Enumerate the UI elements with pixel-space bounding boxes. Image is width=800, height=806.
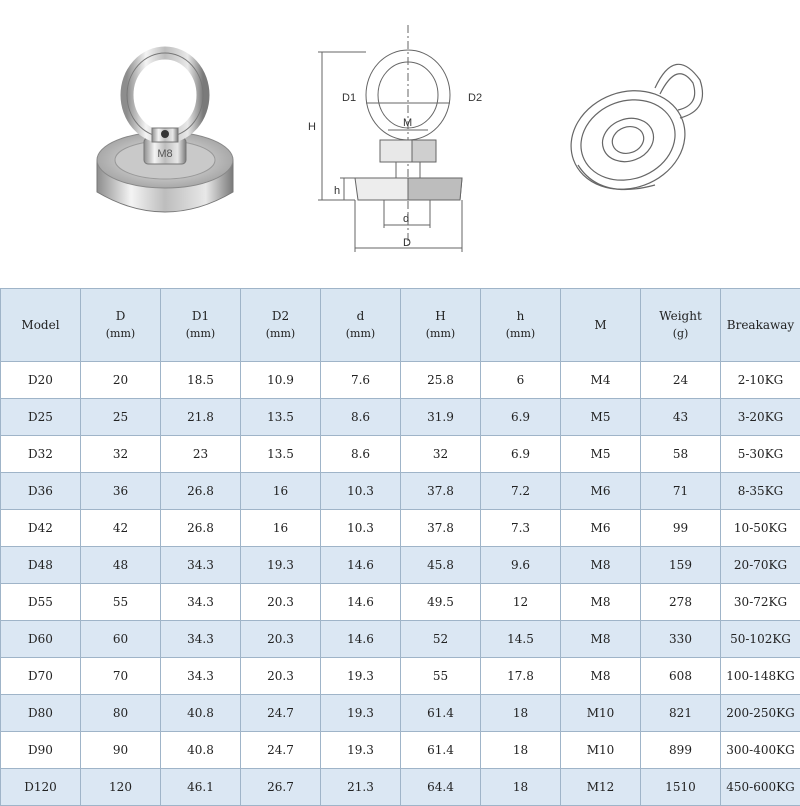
photo-size-label: M8 [157,148,172,160]
column-header-label: M [561,317,640,334]
table-cell: 200-250KG [721,695,800,732]
column-header-unit: (mm) [81,325,160,342]
isometric-drawing [560,0,730,200]
table-cell: 24 [641,362,721,399]
table-cell: 9.6 [481,547,561,584]
table-cell: 55 [81,584,161,621]
table-cell: D42 [1,510,81,547]
table-cell: D32 [1,436,81,473]
table-cell: 45.8 [401,547,481,584]
table-cell: 821 [641,695,721,732]
table-cell: 70 [81,658,161,695]
table-cell: 25.8 [401,362,481,399]
table-cell: 13.5 [241,436,321,473]
column-header-weight [641,289,721,362]
table-cell: 6.9 [481,436,561,473]
table-cell: 18.5 [161,362,241,399]
table-cell: D70 [1,658,81,695]
table-cell: M10 [561,695,641,732]
table-cell: 14.5 [481,621,561,658]
table-cell: M8 [561,658,641,695]
table-header-row [1,289,800,362]
table-cell: D36 [1,473,81,510]
table-cell: 159 [641,547,721,584]
label-m: M [403,117,412,129]
table-cell: 330 [641,621,721,658]
table-cell: 40.8 [161,732,241,769]
table-cell: 34.3 [161,584,241,621]
column-header-label: d [321,308,400,325]
column-header-unit: (mm) [241,325,320,342]
table-row [1,658,800,695]
column-header-unit: (g) [641,325,720,342]
table-cell: 12 [481,584,561,621]
table-cell: 17.8 [481,658,561,695]
label-h-small: h [334,185,340,197]
table-cell: 20-70KG [721,547,800,584]
table-cell: D25 [1,399,81,436]
table-cell: M8 [561,547,641,584]
table-cell: 49.5 [401,584,481,621]
table-cell: 99 [641,510,721,547]
table-cell: 8-35KG [721,473,800,510]
table-cell: 26.8 [161,473,241,510]
table-cell: 10.3 [321,510,401,547]
table-cell: 19.3 [241,547,321,584]
table-cell: 64.4 [401,769,481,806]
table-cell: 14.6 [321,621,401,658]
table-cell: 10.3 [321,473,401,510]
spec-table [0,288,800,806]
column-header-d1 [161,289,241,362]
table-row [1,584,800,621]
table-row [1,621,800,658]
table-cell: 8.6 [321,399,401,436]
table-cell: 1510 [641,769,721,806]
column-header-d [81,289,161,362]
label-h-total: H [308,121,316,133]
table-cell: 6 [481,362,561,399]
table-row [1,436,800,473]
column-header-model [1,289,81,362]
table-cell: 31.9 [401,399,481,436]
magnet-photo [80,0,250,240]
technical-drawing [300,0,510,270]
column-header-label: D1 [161,308,240,325]
table-cell: D48 [1,547,81,584]
table-cell: 43 [641,399,721,436]
table-cell: 14.6 [321,547,401,584]
column-header-h [481,289,561,362]
table-cell: 19.3 [321,732,401,769]
table-cell: M4 [561,362,641,399]
table-cell: 18 [481,732,561,769]
table-cell: 20 [81,362,161,399]
table-cell: 32 [401,436,481,473]
table-row [1,473,800,510]
column-header-label: D2 [241,308,320,325]
table-cell: D55 [1,584,81,621]
table-cell: 608 [641,658,721,695]
column-header-d2 [241,289,321,362]
column-header-label: h [481,308,560,325]
table-cell: 61.4 [401,732,481,769]
table-cell: 3-20KG [721,399,800,436]
table-cell: 2-10KG [721,362,800,399]
table-cell: 40.8 [161,695,241,732]
table-cell: 13.5 [241,399,321,436]
table-cell: 100-148KG [721,658,800,695]
table-cell: 24.7 [241,732,321,769]
table-cell: 52 [401,621,481,658]
table-cell: 32 [81,436,161,473]
table-cell: 20.3 [241,621,321,658]
table-cell: M12 [561,769,641,806]
table-cell: 46.1 [161,769,241,806]
table-cell: 6.9 [481,399,561,436]
table-cell: 16 [241,510,321,547]
table-cell: 7.6 [321,362,401,399]
table-row [1,362,800,399]
table-cell: M5 [561,399,641,436]
table-cell: 37.8 [401,510,481,547]
column-header-label: D [81,308,160,325]
table-cell: 30-72KG [721,584,800,621]
table-cell: 60 [81,621,161,658]
column-header-unit: (mm) [321,325,400,342]
table-cell: 34.3 [161,658,241,695]
table-cell: M6 [561,510,641,547]
table-cell: D120 [1,769,81,806]
table-cell: 18 [481,769,561,806]
table-cell: 80 [81,695,161,732]
column-header-label: Model [1,317,80,334]
table-cell: 34.3 [161,621,241,658]
table-row [1,510,800,547]
table-cell: 25 [81,399,161,436]
table-cell: 8.6 [321,436,401,473]
table-cell: M6 [561,473,641,510]
table-cell: 23 [161,436,241,473]
table-cell: 24.7 [241,695,321,732]
table-cell: 71 [641,473,721,510]
table-cell: 55 [401,658,481,695]
table-cell: 26.8 [161,510,241,547]
table-cell: 50-102KG [721,621,800,658]
table-cell: 61.4 [401,695,481,732]
table-cell: 300-400KG [721,732,800,769]
table-cell: 90 [81,732,161,769]
table-cell: 18 [481,695,561,732]
table-cell: 7.2 [481,473,561,510]
column-header-label: Weight [641,308,720,325]
table-cell: D60 [1,621,81,658]
table-cell: 10-50KG [721,510,800,547]
column-header-h [401,289,481,362]
column-header-unit: (mm) [401,325,480,342]
table-cell: D90 [1,732,81,769]
column-header-m [561,289,641,362]
table-cell: 34.3 [161,547,241,584]
table-cell: M8 [561,621,641,658]
table-cell: 16 [241,473,321,510]
table-cell: 48 [81,547,161,584]
table-cell: M8 [561,584,641,621]
column-header-unit: (mm) [161,325,240,342]
table-cell: 42 [81,510,161,547]
table-cell: M5 [561,436,641,473]
column-header-unit: (mm) [481,325,560,342]
table-cell: 21.8 [161,399,241,436]
label-d-big: D [403,237,411,249]
table-cell: 14.6 [321,584,401,621]
table-cell: 58 [641,436,721,473]
label-d2: D2 [468,92,482,104]
table-cell: 26.7 [241,769,321,806]
column-header-breakaway [721,289,800,362]
table-cell: 278 [641,584,721,621]
column-header-label: H [401,308,480,325]
table-row [1,695,800,732]
table-cell: 7.3 [481,510,561,547]
table-cell: 10.9 [241,362,321,399]
label-d-small: d [403,213,409,225]
table-cell: 20.3 [241,658,321,695]
table-cell: 450-600KG [721,769,800,806]
table-cell: 37.8 [401,473,481,510]
product-illustrations [0,0,800,288]
table-row [1,732,800,769]
label-d1: D1 [342,92,356,104]
table-cell: 20.3 [241,584,321,621]
table-cell: 36 [81,473,161,510]
column-header-d [321,289,401,362]
column-header-label: Breakaway [721,317,800,334]
table-cell: 19.3 [321,658,401,695]
table-row [1,399,800,436]
table-cell: 899 [641,732,721,769]
table-cell: M10 [561,732,641,769]
table-cell: 19.3 [321,695,401,732]
table-cell: D20 [1,362,81,399]
table-cell: D80 [1,695,81,732]
table-row [1,547,800,584]
table-cell: 5-30KG [721,436,800,473]
table-cell: 120 [81,769,161,806]
table-cell: 21.3 [321,769,401,806]
